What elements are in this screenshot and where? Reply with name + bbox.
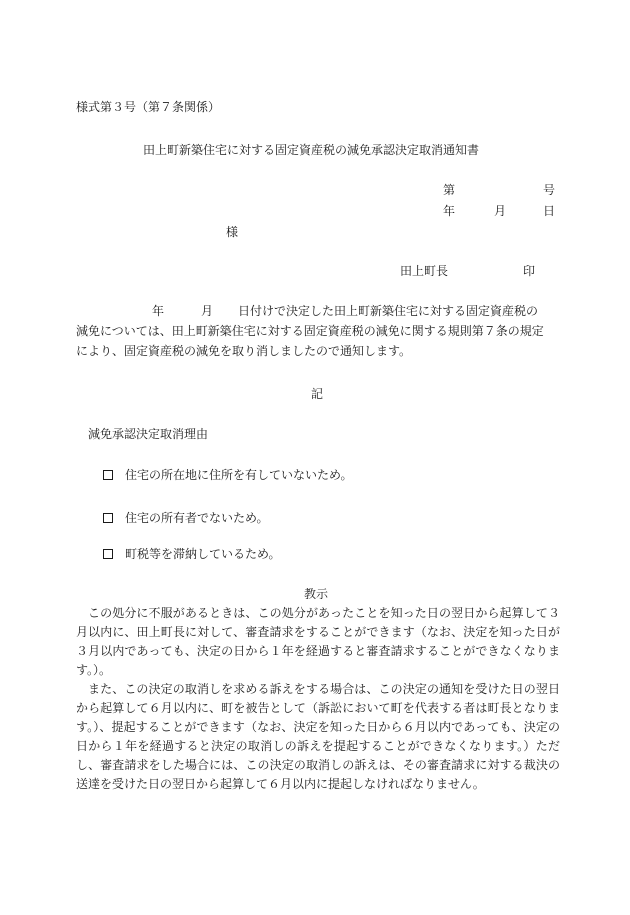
reason-text: 住宅の所有者でないため。 [125,511,269,525]
date-month-label: 月 [494,204,507,218]
reason-item[interactable] [103,466,353,483]
reference-number-label: 第 [443,183,456,197]
intro-year-label: 年 [152,304,165,318]
reference-number-suffix: 号 [543,183,556,197]
reason-text: 住宅の所在地に住所を有していないため。 [125,468,353,482]
date-year-label: 年 [443,204,456,218]
date-day-label: 日 [543,204,556,218]
kyoji-heading: 教示 [304,587,329,601]
reason-heading: 減免承認決定取消理由 [88,427,209,441]
reason-item[interactable] [103,545,281,562]
intro-line-2: 減免については、田上町新築住宅に対する固定資産税の減免に関する規則第７条の規定 [76,324,544,338]
checkbox[interactable] [103,549,113,559]
intro-month-label: 月 [201,304,214,318]
ki-marker: 記 [311,387,324,401]
issuer-name: 田上町長 [400,264,449,278]
kyoji-paragraph-1: この処分に不服があるときは、この処分があったことを知った日の翌日から起算して３月以内に、田上町長に対して、審査請求をすることができます（なお、決定を知った日が３月以内であっても、決定の日から１年を経過すると審査請求することができなくなります。）。 [76,606,560,677]
intro-line-3: により、固定資産税の減免を取り消しましたので通知します。 [76,344,412,358]
reason-item[interactable] [103,509,269,526]
reason-text: 町税等を滞納しているため。 [125,547,281,561]
kyoji-paragraph-2: また、この決定の取消しを求める訴えをする場合は、この決定の通知を受けた日の翌日から起算して６月以内に、町を被告として（訴訟において町を代表する者は町長となります。）、提起することができます（なお、決定を知った日から６月以内であっても、決定の日から１年を経過すると決定の取消しの訴えを提起することができなくなります。）ただし、審査請求をした場合には、この決定の取消しの訴えは、その審査請求に対する裁決の送達を受けた日の翌日から起算して６月以内に提起しなければなりません。 [76,682,560,791]
form-number: 様式第３号（第７条関係） [76,100,221,114]
addressee-honorific: 様 [226,225,239,239]
issuer-seal: 印 [523,264,536,278]
intro-line-1: 日付けで決定した田上町新築住宅に対する固定資産税の [238,304,539,318]
document-title: 田上町新築住宅に対する固定資産税の減免承認決定取消通知書 [143,143,480,157]
checkbox[interactable] [103,513,113,523]
checkbox[interactable] [103,470,113,480]
